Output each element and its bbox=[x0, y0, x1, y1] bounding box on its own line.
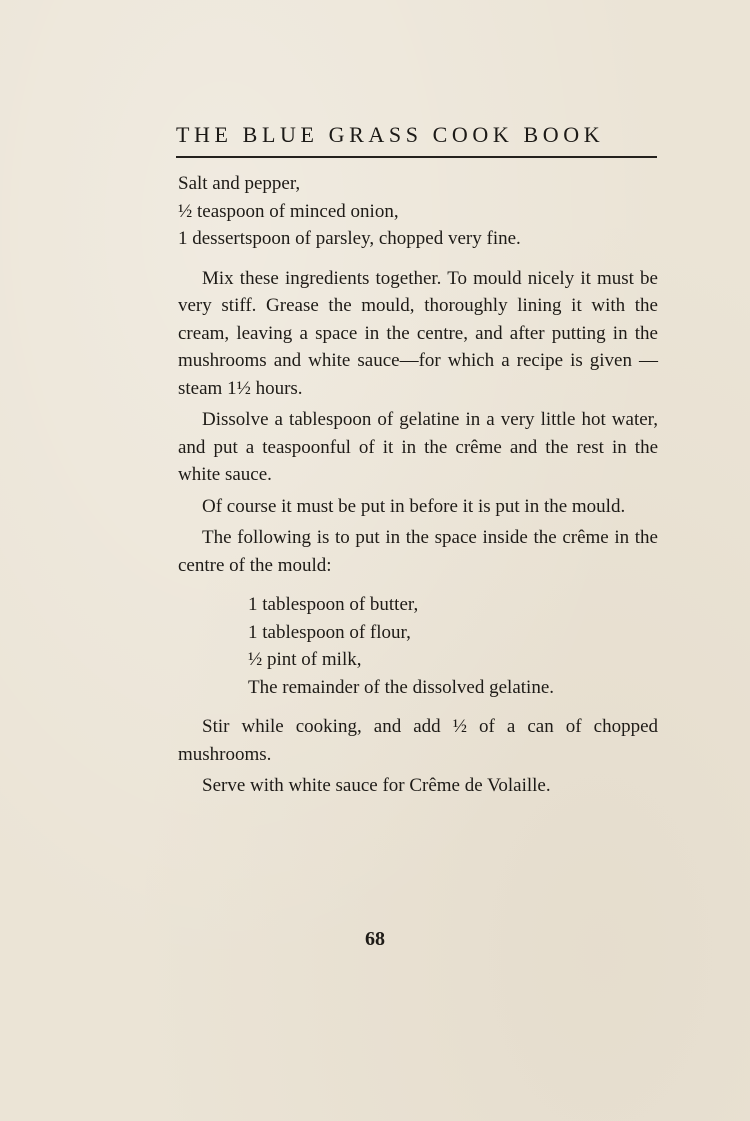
paragraph: Stir while cooking, and add ½ of a can of chopped mushrooms. bbox=[178, 716, 658, 765]
header-rule bbox=[176, 156, 657, 158]
ingredient-list-inner bbox=[178, 591, 658, 701]
ingredient-line: 1 dessertspoon of parsley, chopped very fine. bbox=[178, 228, 521, 249]
ingredient-line: The remainder of the dissolved gelatine. bbox=[248, 676, 555, 698]
ingredient-line: 1 tablespoon of flour, bbox=[248, 621, 411, 643]
paragraph: Serve with white sauce for Crême de Volaille. bbox=[202, 775, 551, 796]
paragraph: The following is to put in the space inside the crême in the centre of the mould: bbox=[178, 527, 658, 576]
running-header: THE BLUE GRASS COOK BOOK bbox=[176, 122, 605, 147]
ingredient-line: ½ teaspoon of minced onion, bbox=[178, 200, 399, 222]
ingredient-line: Salt and pepper, bbox=[178, 173, 301, 194]
ingredient-list-top bbox=[178, 170, 658, 253]
paragraph: Of course it must be put in before it is put in the mould. bbox=[202, 495, 626, 517]
page-number: 68 bbox=[365, 928, 385, 950]
ingredient-line: ½ pint of milk, bbox=[248, 649, 362, 670]
paragraph: Mix these ingredients together. To mould nicely it must be very stiff. Grease the mould, thoroughly lining it with the cream, leaving a space in the centre, and after putting in the mushrooms and white sauce—for which a recipe is given —steam 1½ hours. bbox=[178, 267, 658, 399]
ingredient-line: 1 tablespoon of butter, bbox=[248, 594, 419, 615]
page-body bbox=[178, 170, 658, 800]
paragraph: Dissolve a tablespoon of gelatine in a very little hot water, and put a teaspoonful of it in the crême and the rest in the white sauce. bbox=[178, 409, 658, 485]
